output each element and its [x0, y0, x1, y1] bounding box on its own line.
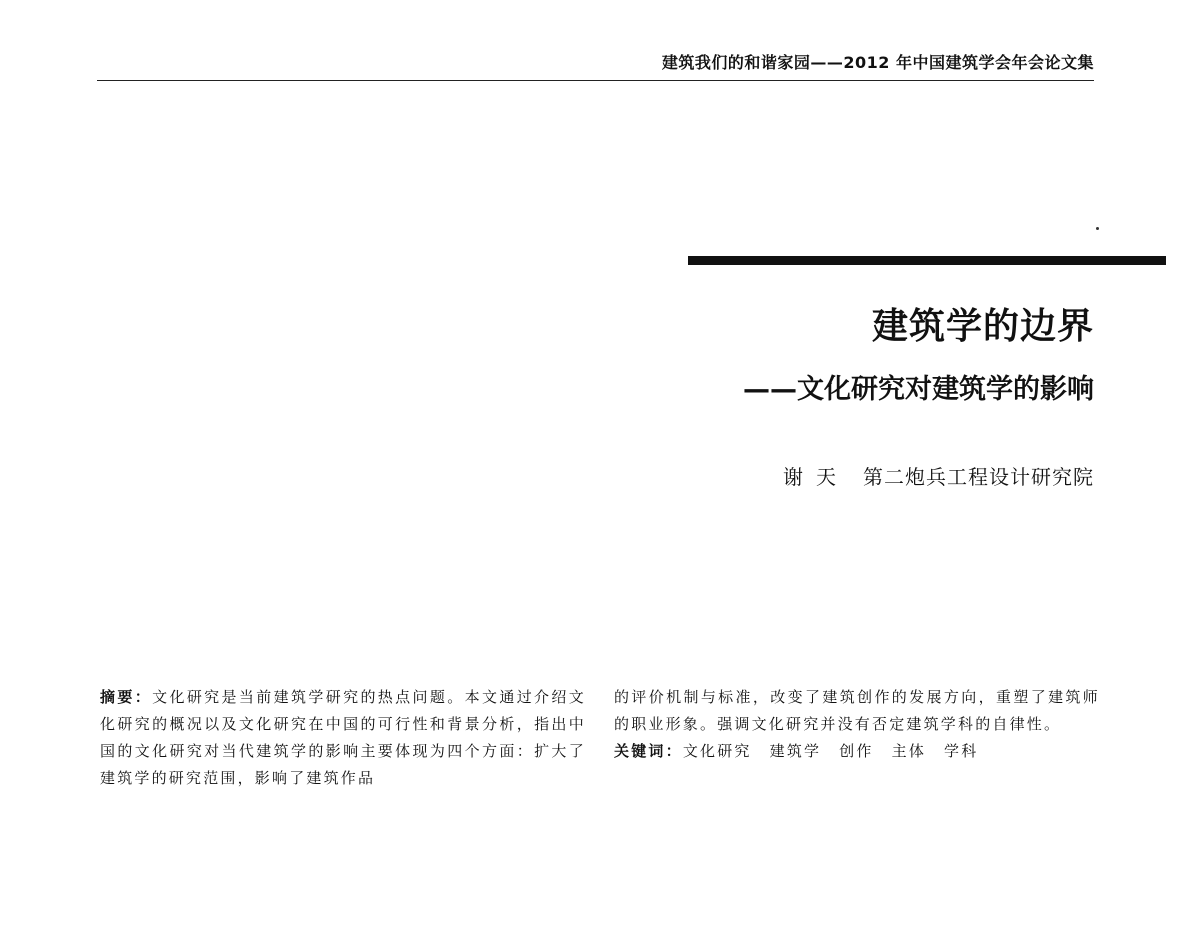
article-title: 建筑学的边界 [871, 306, 1094, 347]
keyword: 文化研究 [682, 742, 752, 760]
author-family: 天 [816, 465, 837, 489]
keywords-label: 关键词： [614, 742, 683, 760]
keyword: 学科 [944, 742, 979, 760]
header-rule [97, 80, 1094, 81]
keyword: 创作 [839, 742, 874, 760]
abstract-column-right [614, 684, 1100, 765]
author-line [783, 461, 1094, 490]
abstract-label: 摘要： [100, 688, 153, 706]
author-name [783, 465, 837, 489]
running-header: 建筑我们的和谐家园——2012 年中国建筑学会年会论文集 [661, 53, 1094, 72]
author-given: 谢 [783, 465, 804, 489]
scan-speck [1096, 227, 1099, 230]
title-bar [688, 256, 1166, 265]
abstract-text-part1: 文化研究是当前建筑学研究的热点问题。本文通过介绍文化研究的概况以及文化研究在中国的可行性和背景分析，指出中国的文化研究对当代建筑学的影响主要体现为四个方面：扩大了建筑学的研究范围，影响了建筑作品 [100, 688, 586, 787]
abstract-text-part2: 的评价机制与标准，改变了建筑创作的发展方向，重塑了建筑师的职业形象。强调文化研究并没有否定建筑学科的自律性。 [614, 688, 1100, 733]
author-affiliation: 第二炮兵工程设计研究院 [863, 465, 1094, 489]
abstract-column-left [100, 684, 586, 792]
article-subtitle: ——文化研究对建筑学的影响 [743, 374, 1094, 405]
keyword: 建筑学 [769, 742, 822, 760]
keywords-line [614, 738, 1100, 765]
keyword: 主体 [891, 742, 927, 760]
